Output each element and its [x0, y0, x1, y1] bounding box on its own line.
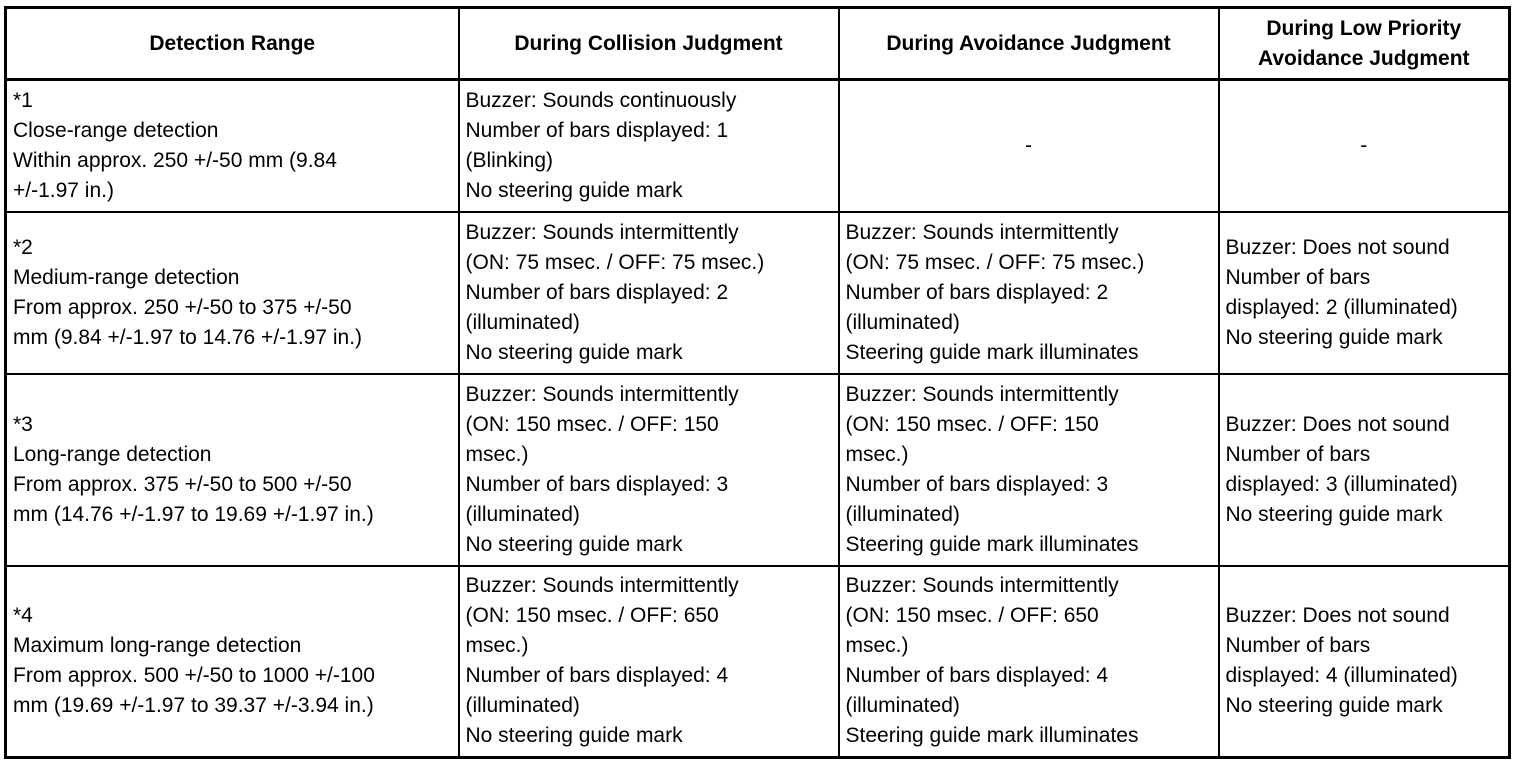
cell-line: Buzzer: Sounds intermittently: [845, 382, 1119, 406]
table-header-row: [6, 8, 1510, 80]
cell-line: Buzzer: Does not sound: [1225, 235, 1450, 259]
cell-line: displayed: 2 (illuminated): [1225, 295, 1458, 319]
cell-line: (Blinking): [465, 148, 554, 172]
table-row: [6, 374, 1510, 566]
cell-line: Steering guide mark illuminates: [845, 532, 1139, 556]
cell-collision-judgment: [459, 212, 839, 374]
cell-collision-judgment: [459, 374, 839, 566]
cell-line: No steering guide mark: [465, 178, 683, 202]
cell-line: (illuminated): [845, 694, 960, 718]
cell-line: Number of bars: [1225, 442, 1371, 466]
cell-line: -: [1360, 133, 1368, 157]
table-row: [6, 212, 1510, 374]
cell-line: (illuminated): [845, 502, 960, 526]
cell-line: Within approx. 250 +/-50 mm (9.84: [13, 148, 337, 172]
cell-line: msec.): [465, 442, 529, 466]
header-collision-judgment: During Collision Judgment: [459, 8, 839, 80]
cell-line: Buzzer: Sounds intermittently: [465, 382, 739, 406]
cell-line: (ON: 150 msec. / OFF: 150: [845, 412, 1099, 436]
cell-line: No steering guide mark: [465, 724, 683, 748]
cell-line: Number of bars displayed: 1: [465, 118, 729, 142]
cell-line: +/-1.97 in.): [13, 178, 114, 202]
cell-line: (illuminated): [465, 694, 580, 718]
cell-line: msec.): [845, 442, 909, 466]
cell-line: Buzzer: Does not sound: [1225, 412, 1450, 436]
cell-low-priority-judgment: [1219, 212, 1510, 374]
cell-line: Buzzer: Sounds intermittently: [465, 574, 739, 598]
cell-line: Steering guide mark illuminates: [845, 340, 1139, 364]
cell-line: *2: [13, 235, 33, 259]
cell-line: *3: [13, 412, 33, 436]
cell-line: displayed: 3 (illuminated): [1225, 472, 1458, 496]
detection-range-table: [4, 6, 1511, 759]
cell-avoidance-judgment: [839, 212, 1219, 374]
cell-line: Buzzer: Sounds intermittently: [465, 220, 739, 244]
header-low-priority-avoidance-judgment: During Low Priority Avoidance Judgment: [1219, 8, 1510, 80]
cell-collision-judgment: [459, 566, 839, 758]
cell-line: From approx. 375 +/-50 to 500 +/-50: [13, 472, 352, 496]
cell-low-priority-judgment: [1219, 566, 1510, 758]
cell-avoidance-judgment: [839, 374, 1219, 566]
cell-collision-judgment: [459, 80, 839, 212]
cell-low-priority-judgment: [1219, 80, 1510, 212]
cell-line: (ON: 150 msec. / OFF: 650: [465, 604, 719, 628]
cell-line: displayed: 4 (illuminated): [1225, 664, 1458, 688]
table-row: [6, 80, 1510, 212]
cell-detection-range: [6, 80, 459, 212]
cell-line: -: [1025, 133, 1032, 157]
cell-line: From approx. 250 +/-50 to 375 +/-50: [13, 295, 352, 319]
cell-line: No steering guide mark: [1225, 325, 1443, 349]
table-row: [6, 566, 1510, 758]
cell-line: No steering guide mark: [465, 532, 683, 556]
cell-line: Buzzer: Sounds continuously: [465, 88, 737, 112]
cell-detection-range: [6, 374, 459, 566]
cell-line: Close-range detection: [13, 118, 219, 142]
cell-line: (ON: 75 msec. / OFF: 75 msec.): [845, 250, 1145, 274]
cell-avoidance-judgment: [839, 80, 1219, 212]
cell-line: (illuminated): [465, 310, 580, 334]
cell-line: No steering guide mark: [465, 340, 683, 364]
cell-line: Long-range detection: [13, 442, 212, 466]
header-detection-range: Detection Range: [6, 8, 459, 80]
cell-line: Buzzer: Sounds intermittently: [845, 574, 1119, 598]
cell-line: mm (14.76 +/-1.97 to 19.69 +/-1.97 in.): [13, 502, 374, 526]
cell-line: Number of bars: [1225, 634, 1371, 658]
cell-line: (ON: 150 msec. / OFF: 150: [465, 412, 719, 436]
cell-line: Number of bars displayed: 3: [845, 472, 1109, 496]
cell-line: No steering guide mark: [1225, 502, 1443, 526]
cell-line: *1: [13, 88, 33, 112]
cell-line: Number of bars displayed: 3: [465, 472, 729, 496]
cell-line: Buzzer: Sounds intermittently: [845, 220, 1119, 244]
header-avoidance-judgment: During Avoidance Judgment: [839, 8, 1219, 80]
cell-line: (ON: 150 msec. / OFF: 650: [845, 604, 1099, 628]
cell-line: Medium-range detection: [13, 265, 240, 289]
cell-line: (illuminated): [845, 310, 960, 334]
cell-line: (ON: 75 msec. / OFF: 75 msec.): [465, 250, 765, 274]
cell-detection-range: [6, 566, 459, 758]
cell-line: Number of bars displayed: 2: [465, 280, 729, 304]
cell-line: mm (19.69 +/-1.97 to 39.37 +/-3.94 in.): [13, 694, 374, 718]
cell-line: msec.): [845, 634, 909, 658]
cell-line: Number of bars displayed: 4: [465, 664, 729, 688]
cell-line: Number of bars displayed: 2: [845, 280, 1109, 304]
cell-line: (illuminated): [465, 502, 580, 526]
cell-line: Number of bars displayed: 4: [845, 664, 1109, 688]
cell-line: Maximum long-range detection: [13, 634, 302, 658]
cell-line: Steering guide mark illuminates: [845, 724, 1139, 748]
cell-line: *4: [13, 604, 33, 628]
cell-line: No steering guide mark: [1225, 694, 1443, 718]
cell-low-priority-judgment: [1219, 374, 1510, 566]
cell-detection-range: [6, 212, 459, 374]
cell-line: Number of bars: [1225, 265, 1371, 289]
cell-avoidance-judgment: [839, 566, 1219, 758]
cell-line: Buzzer: Does not sound: [1225, 604, 1450, 628]
cell-line: msec.): [465, 634, 529, 658]
cell-line: mm (9.84 +/-1.97 to 14.76 +/-1.97 in.): [13, 325, 363, 349]
cell-line: From approx. 500 +/-50 to 1000 +/-100: [13, 664, 375, 688]
